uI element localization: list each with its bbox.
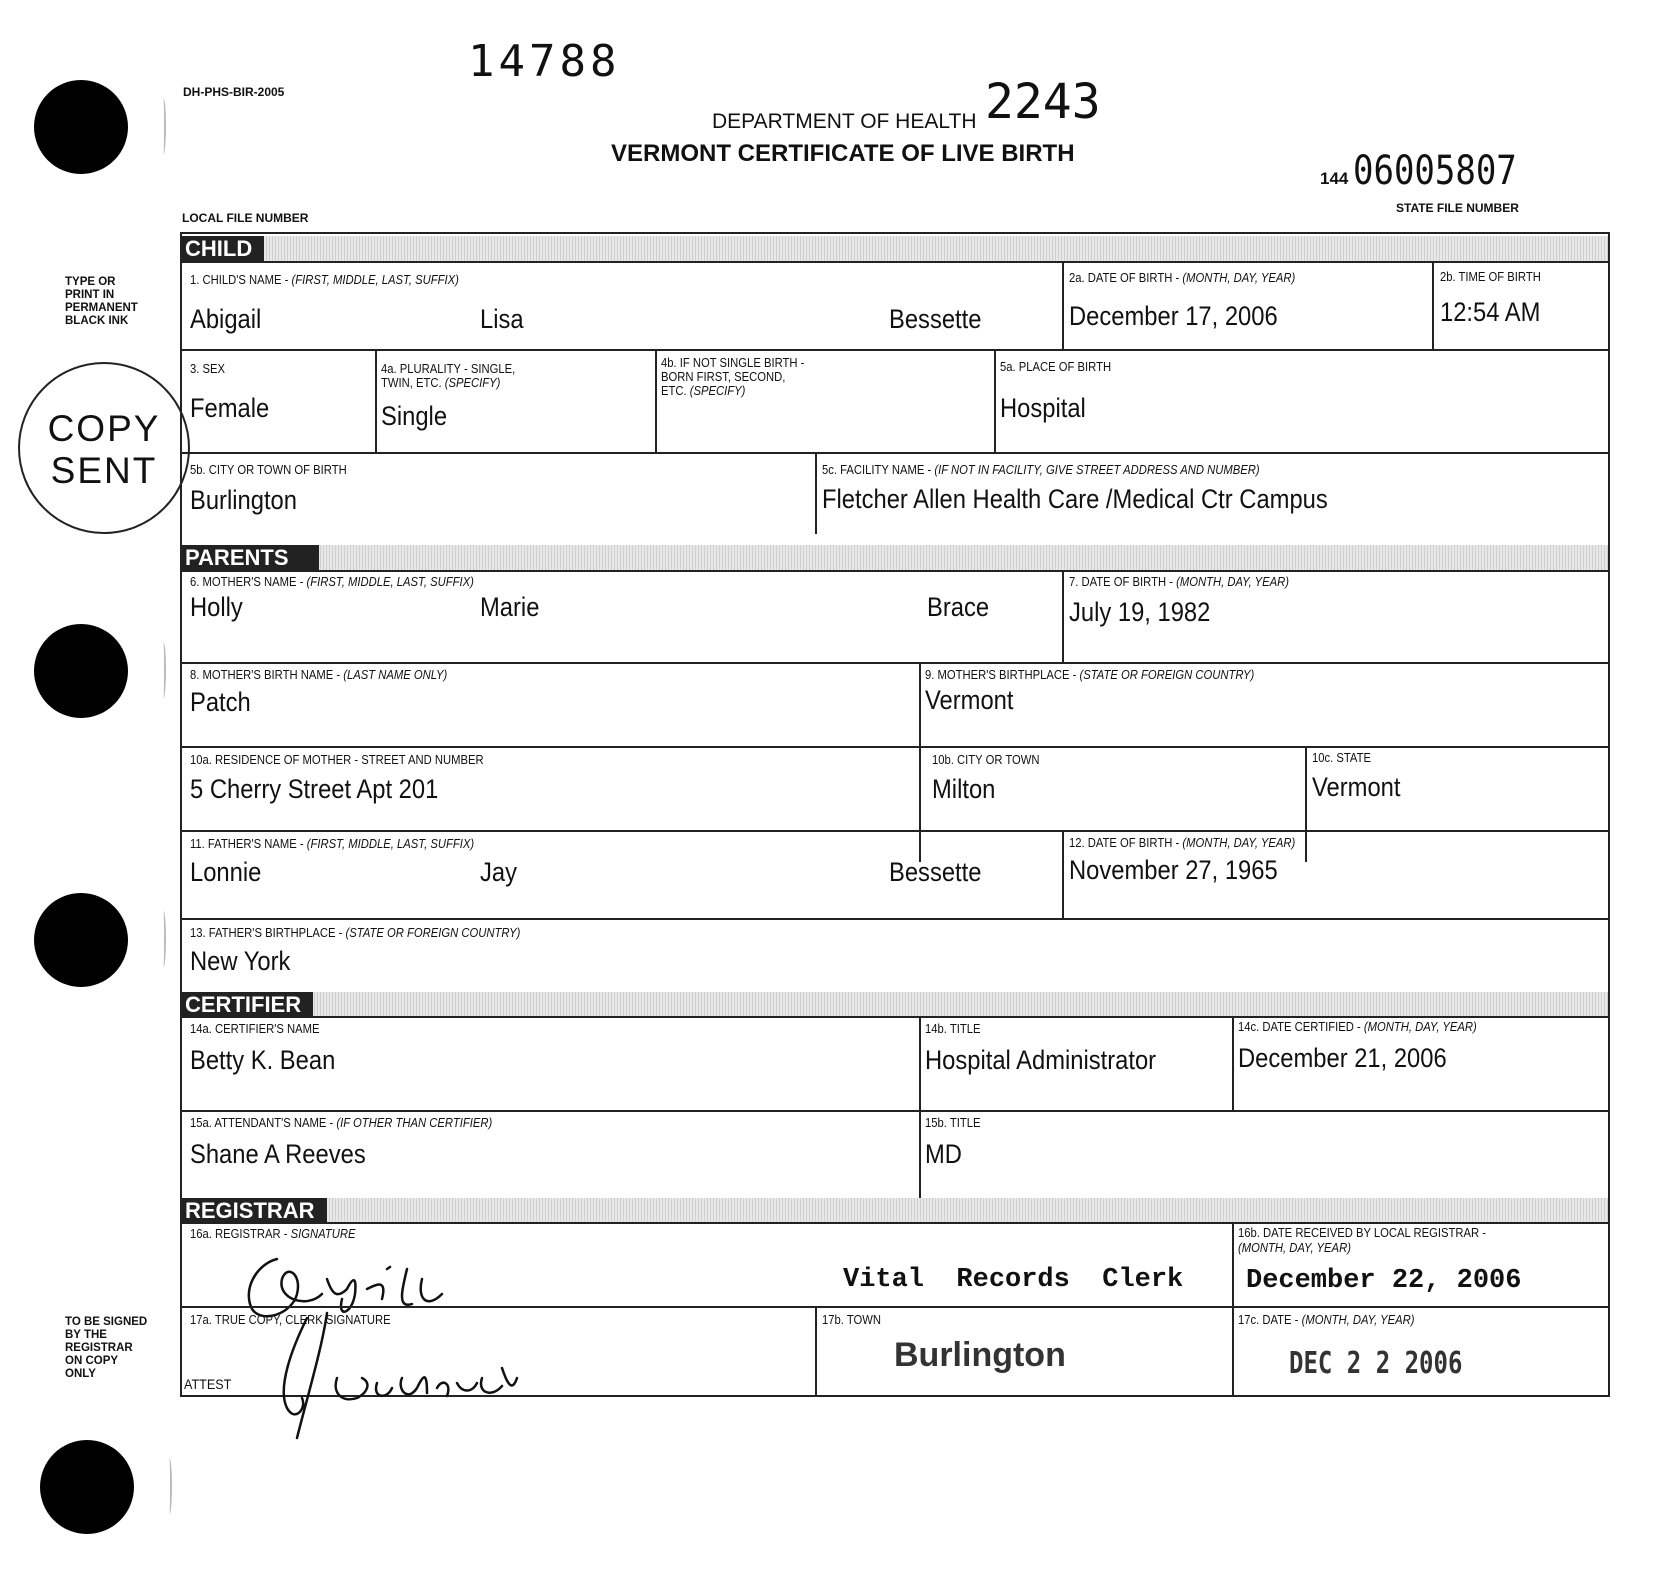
child-dob: December 17, 2006	[1069, 301, 1278, 331]
section-header-registrar: REGISTRAR	[182, 1198, 1608, 1223]
child-plurality: Single	[381, 401, 448, 431]
residence-state: Vermont	[1312, 772, 1401, 802]
copy-date-label: 17c. DATE - (MONTH, DAY, YEAR)	[1238, 1313, 1415, 1327]
attendant-title-label: 15b. TITLE	[925, 1116, 981, 1130]
mother-last-name: Brace	[927, 592, 990, 622]
state-file-prefix: 144	[1320, 169, 1349, 188]
place-of-birth-label: 5a. PLACE OF BIRTH	[1000, 360, 1112, 374]
registrar-role: Vital Records Clerk	[843, 1265, 1184, 1295]
child-last-name: Bessette	[889, 304, 982, 334]
birth-order-label: 4b. IF NOT SINGLE BIRTH - BORN FIRST, SECOND, ETC. (SPECIFY)	[661, 356, 805, 398]
facility-label: 5c. FACILITY NAME - (IF NOT IN FACILITY, GIVE STREET ADDRESS AND NUMBER)	[822, 463, 1260, 477]
registrar-signature-label: 16a. REGISTRAR - SIGNATURE	[190, 1227, 356, 1241]
residence-city: Milton	[932, 774, 996, 804]
town-label: 17b. TOWN	[822, 1313, 881, 1327]
mother-name-label: 6. MOTHER'S NAME - (FIRST, MIDDLE, LAST, SUFFIX)	[190, 575, 474, 589]
residence-city-label: 10b. CITY OR TOWN	[932, 753, 1040, 767]
mother-first-name: Holly	[190, 592, 243, 622]
mother-dob-label: 7. DATE OF BIRTH - (MONTH, DAY, YEAR)	[1069, 575, 1290, 589]
local-file-label: LOCAL FILE NUMBER	[182, 211, 309, 225]
certifier-title: Hospital Administrator	[925, 1045, 1157, 1075]
state-file-label: STATE FILE NUMBER	[1396, 201, 1519, 215]
child-tob: 12:54 AM	[1440, 297, 1541, 327]
father-middle-name: Jay	[480, 857, 517, 887]
facility-name: Fletcher Allen Health Care /Medical Ctr Campus	[822, 484, 1328, 514]
father-dob: November 27, 1965	[1069, 855, 1278, 885]
father-last-name: Bessette	[889, 857, 982, 887]
place-of-birth: Hospital	[1000, 393, 1086, 423]
section-header-child: CHILD	[182, 236, 1608, 261]
residence-label: 10a. RESIDENCE OF MOTHER - STREET AND NUMBER	[190, 753, 484, 767]
city-of-birth-label: 5b. CITY OR TOWN OF BIRTH	[190, 463, 347, 477]
mother-middle-name: Marie	[480, 592, 540, 622]
stamp-number: 14788	[468, 36, 621, 87]
father-birthplace: New York	[190, 946, 291, 976]
registrar-instruction: TO BE SIGNED BY THE REGISTRAR ON COPY ONLY	[65, 1316, 148, 1380]
sex-label: 3. SEX	[190, 362, 226, 376]
punch-hole	[40, 1440, 134, 1534]
attest-label: ATTEST	[184, 1376, 232, 1392]
father-first-name: Lonnie	[190, 857, 262, 887]
child-middle-name: Lisa	[480, 304, 524, 334]
residence-state-label: 10c. STATE	[1312, 751, 1371, 765]
attendant-title: MD	[925, 1139, 962, 1169]
mother-birth-name: Patch	[190, 687, 251, 717]
handwritten-number: 2243	[985, 74, 1101, 130]
date-certified: December 21, 2006	[1238, 1043, 1447, 1073]
mother-birthplace: Vermont	[925, 685, 1014, 715]
child-first-name: Abigail	[190, 304, 262, 334]
clerk-signature	[267, 1308, 527, 1448]
punch-hole	[34, 893, 128, 987]
section-header-certifier: CERTIFIER	[182, 992, 1608, 1017]
child-sex: Female	[190, 393, 270, 423]
date-certified-label: 14c. DATE CERTIFIED - (MONTH, DAY, YEAR)	[1238, 1020, 1477, 1034]
state-file-number: 06005807	[1352, 148, 1517, 194]
child-dob-label: 2a. DATE OF BIRTH - (MONTH, DAY, YEAR)	[1069, 271, 1296, 285]
child-name-label: 1. CHILD'S NAME - (FIRST, MIDDLE, LAST, SUFFIX)	[190, 273, 459, 287]
child-tob-label: 2b. TIME OF BIRTH	[1440, 270, 1541, 284]
mother-birthplace-label: 9. MOTHER'S BIRTHPLACE - (STATE OR FOREIGN COUNTRY)	[925, 668, 1255, 682]
father-birthplace-label: 13. FATHER'S BIRTHPLACE - (STATE OR FOREIGN COUNTRY)	[190, 926, 521, 940]
attendant-name: Shane A Reeves	[190, 1139, 366, 1169]
father-name-label: 11. FATHER'S NAME - (FIRST, MIDDLE, LAST, SUFFIX)	[190, 837, 475, 851]
punch-hole	[34, 624, 128, 718]
certificate-form	[180, 232, 1610, 1397]
form-code: DH-PHS-BIR-2005	[183, 85, 285, 99]
date-received-label: 16b. DATE RECEIVED BY LOCAL REGISTRAR - (MONTH, DAY, YEAR)	[1238, 1226, 1486, 1255]
ink-instruction: TYPE OR PRINT IN PERMANENT BLACK INK	[65, 276, 138, 327]
true-copy-label: 17a. TRUE COPY, CLERK SIGNATURE	[190, 1313, 391, 1327]
certifier-name: Betty K. Bean	[190, 1045, 336, 1075]
department-name: DEPARTMENT OF HEALTH	[712, 110, 977, 133]
copy-sent-stamp: COPY SENT	[18, 362, 190, 534]
date-received: December 22, 2006	[1246, 1266, 1522, 1296]
copy-date: DEC 2 2 2006	[1289, 1346, 1463, 1381]
residence-address: 5 Cherry Street Apt 201	[190, 774, 439, 804]
mother-birth-name-label: 8. MOTHER'S BIRTH NAME - (LAST NAME ONLY)	[190, 668, 448, 682]
punch-hole	[34, 80, 128, 174]
attendant-name-label: 15a. ATTENDANT'S NAME - (IF OTHER THAN CERTIFIER)	[190, 1116, 493, 1130]
town: Burlington	[894, 1336, 1066, 1374]
certifier-name-label: 14a. CERTIFIER'S NAME	[190, 1022, 320, 1036]
father-dob-label: 12. DATE OF BIRTH - (MONTH, DAY, YEAR)	[1069, 836, 1296, 850]
section-header-parents: PARENTS	[182, 545, 1608, 570]
plurality-label: 4a. PLURALITY - SINGLE, TWIN, ETC. (SPECIFY)	[381, 362, 516, 390]
page-title: VERMONT CERTIFICATE OF LIVE BIRTH	[611, 140, 1075, 167]
city-of-birth: Burlington	[190, 485, 298, 515]
certifier-title-label: 14b. TITLE	[925, 1022, 981, 1036]
mother-dob: July 19, 1982	[1069, 597, 1211, 627]
